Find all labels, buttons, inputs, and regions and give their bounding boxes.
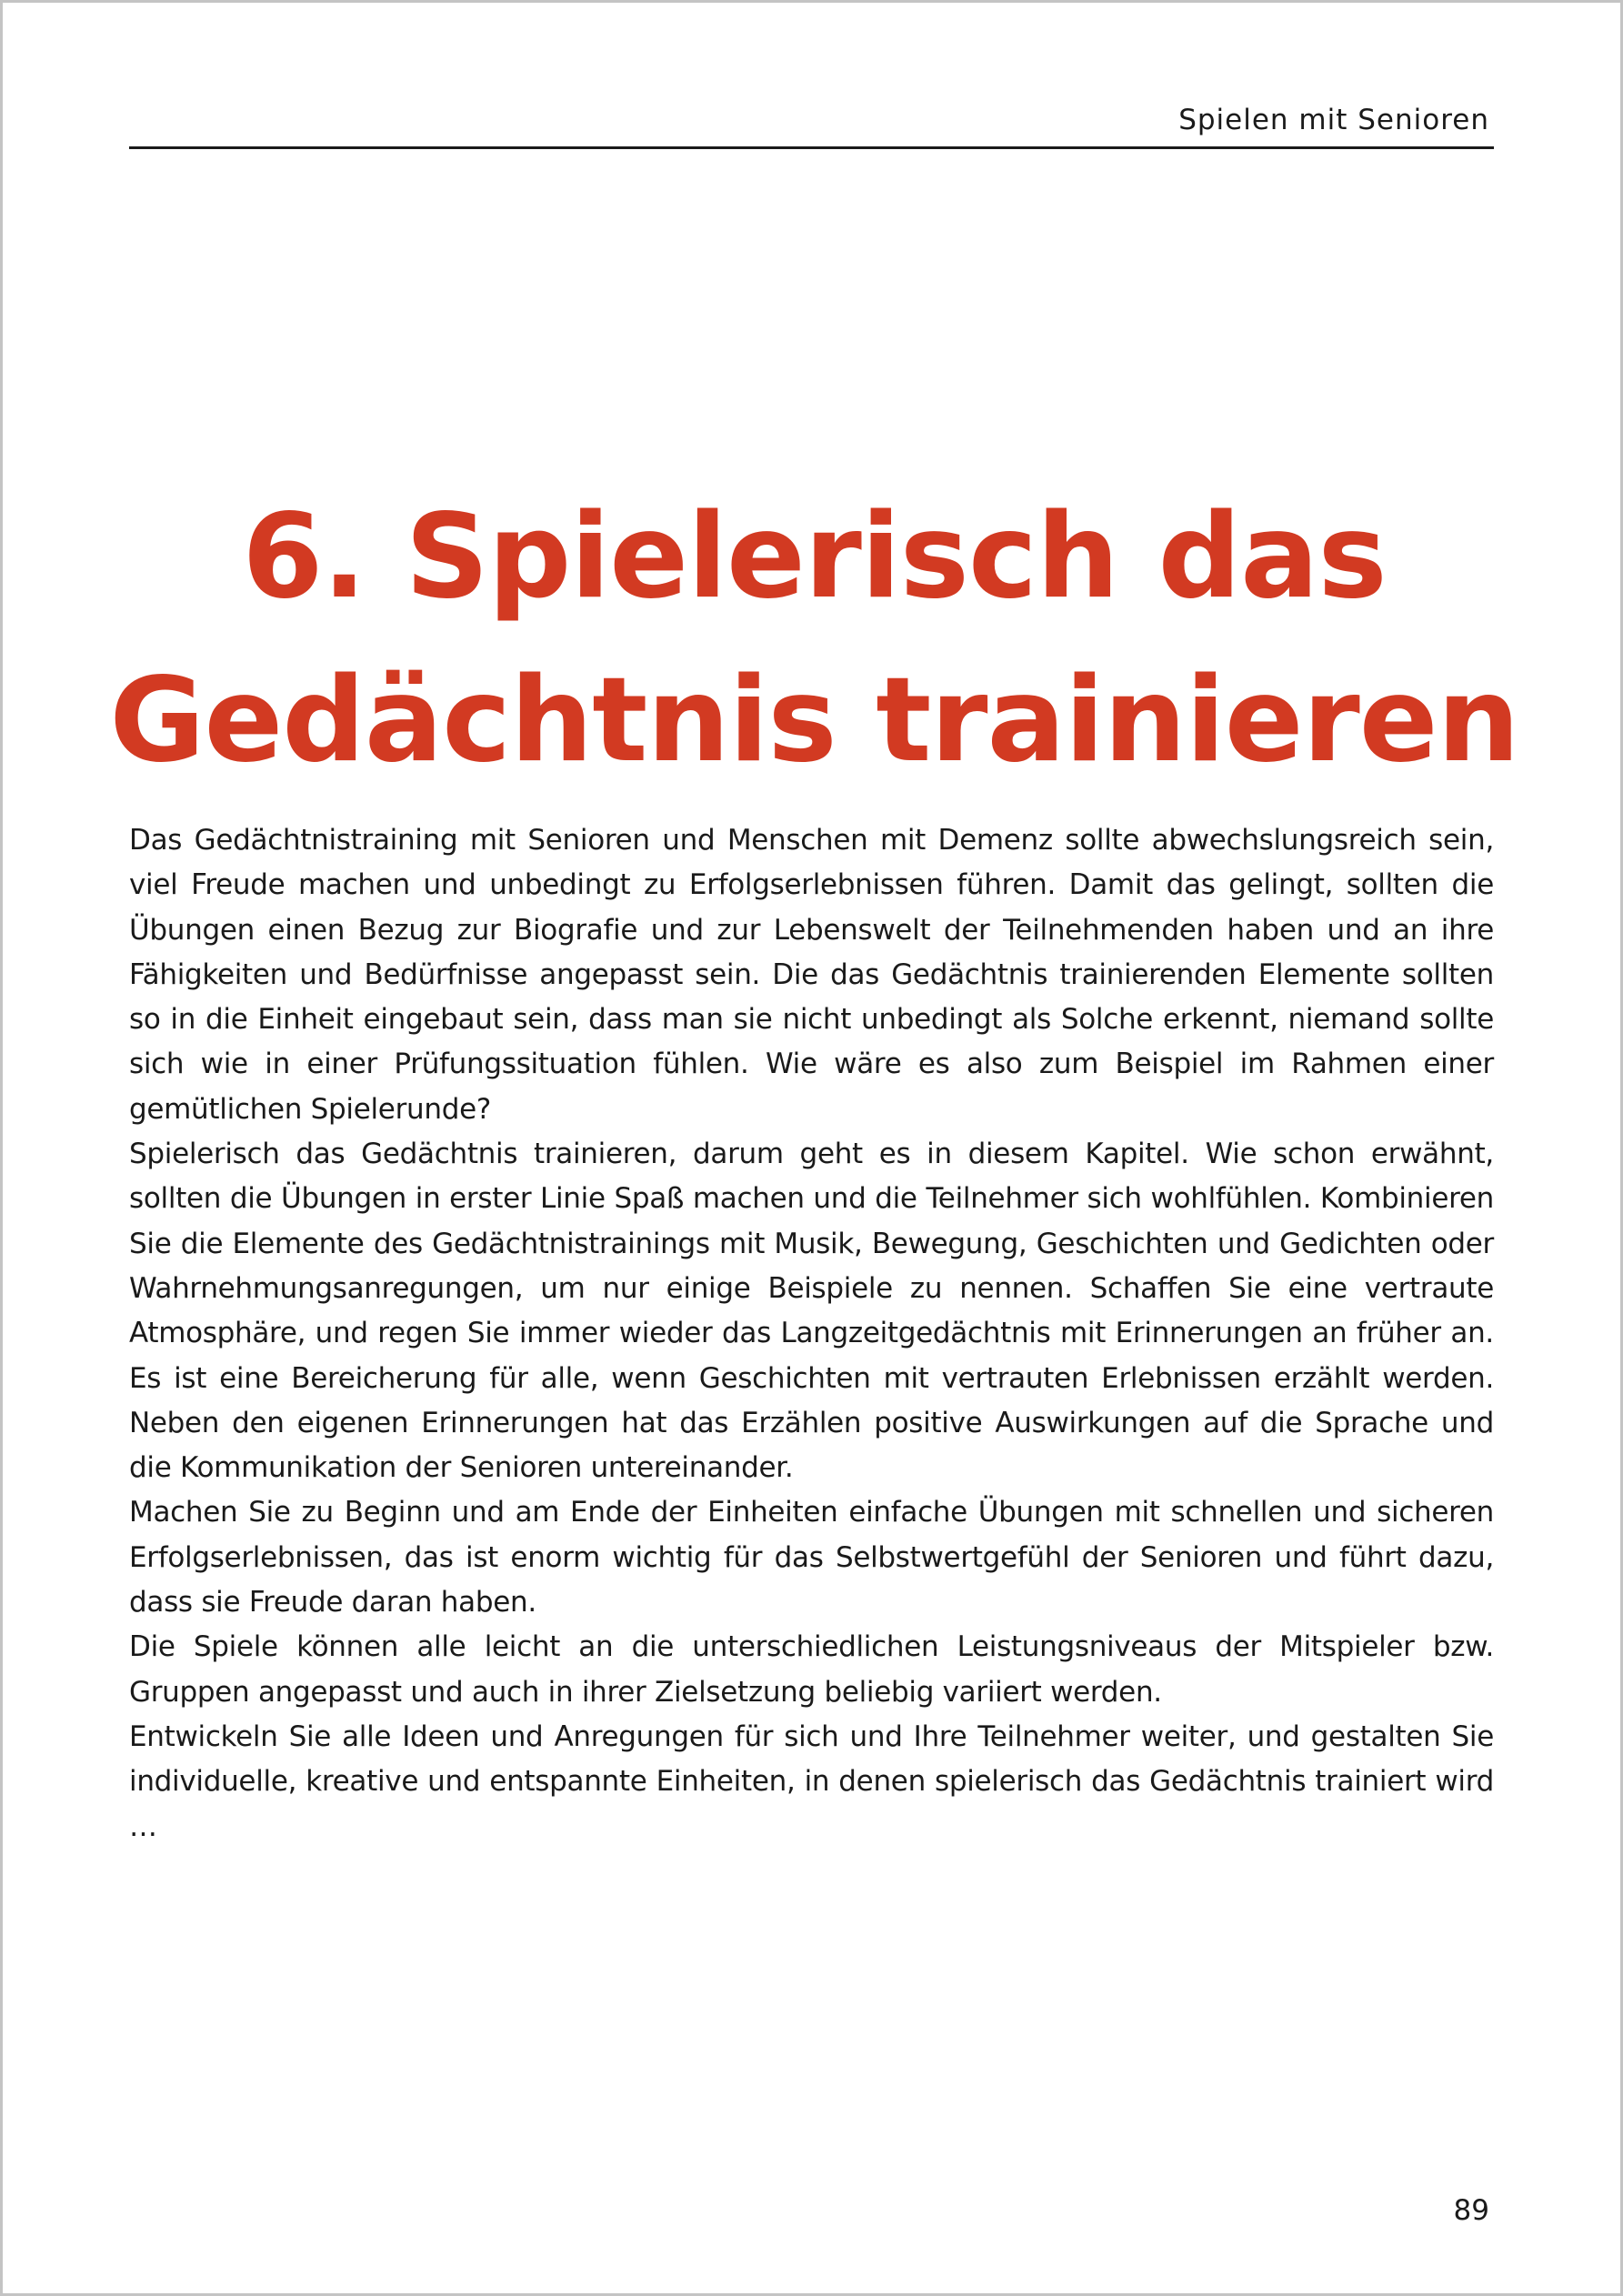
- paragraph-3: Machen Sie zu Beginn und am Ende der Einheiten einfache Übungen mit schnellen und sicheren Erfolgserlebnissen, das ist enorm wichtig für das Selbstwertgefühl der Senioren und führt dazu, dass sie Freude daran haben.: [129, 1496, 1494, 1619]
- paragraph-1: Das Gedächtnistraining mit Senioren und Menschen mit Demenz sollte abwechslungsreich sein, viel Freude machen und unbedingt zu Erfolgserlebnissen führen. Damit das gelingt, sollten die Übungen einen Bezug zur Biografie und zur Lebenswelt der Teilnehmenden haben und an ihre Fähigkeiten und Bedürfnisse angepasst sein. Die das Gedächtnis trainierenden Elemente sollten so in die Einheit eingebaut sein, dass man sie nicht unbedingt als Solche erkennt, niemand sollte sich wie in einer Prüfungssituation fühlen. Wie wäre es also zum Beispiel im Rahmen einer gemütlichen Spielerunde?: [129, 824, 1494, 1126]
- header-rule: [129, 146, 1494, 149]
- page-number: 89: [1453, 2194, 1489, 2227]
- paragraph-2: Spielerisch das Gedächtnis trainieren, darum geht es in diesem Kapitel. Wie schon erwähnt, sollten die Übungen in erster Linie Spaß machen und die Teilnehmer sich wohlfühlen. Kombinieren Sie die Elemente des Gedächtnistrainings mit Musik, Bewegung, Geschichten und Gedichten oder Wahrnehmungsanregungen, um nur einige Beispiele zu nennen. Schaffen Sie eine vertraute Atmosphäre, und regen Sie immer wieder das Langzeitgedächtnis mit Erinnerungen an früher an. Es ist eine Bereicherung für alle, wenn Geschichten mit vertrauten Erlebnissen erzählt werden. Neben den eigenen Erinnerungen hat das Erzählen positive Auswirkungen auf die Sprache und die Kommunikation der Senioren untereinander.: [129, 1138, 1494, 1485]
- paragraph-4: Die Spiele können alle leicht an die unterschiedlichen Leistungsniveaus der Mitspieler bzw. Gruppen angepasst und auch in ihrer Zielsetzung beliebig variiert werden.: [129, 1630, 1494, 1709]
- chapter-title-line-2: Gedächtnis trainieren: [109, 653, 1519, 788]
- running-header-title: Spielen mit Senioren: [1178, 104, 1489, 136]
- chapter-title-line-1: 6. Spielerisch das: [242, 489, 1387, 625]
- paragraph-5: Entwickeln Sie alle Ideen und Anregungen für sich und Ihre Teilnehmer weiter, und gestalten Sie individuelle, kreative und entspannte Einheiten, in denen spielerisch das Gedächtnis trainiert wird …: [129, 1719, 1494, 1843]
- body-text: [129, 818, 1494, 1850]
- chapter-title: [3, 476, 1623, 803]
